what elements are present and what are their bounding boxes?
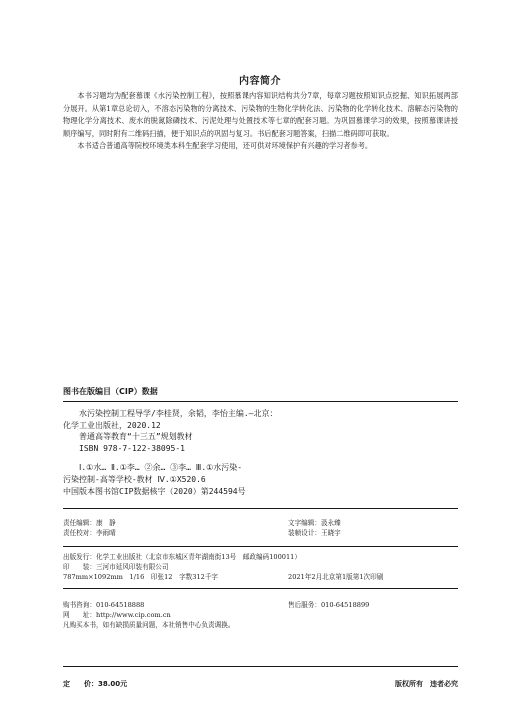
cip-class-line: Ⅰ.①水… Ⅱ.①李… ②余… ③李… Ⅲ.①水污染- [79,463,243,473]
intro-title: 内容简介 [239,76,281,87]
divider [63,666,458,667]
editors-block [63,518,458,538]
format-row [63,572,458,582]
format-line: 787mm×1092mm 1/16 印张12 字数312千字 [63,573,219,581]
divider [63,546,458,547]
website-line: 网 址：http://www.cip.com.cn [63,611,171,619]
cip-line: ISBN 978-7-122-38095-1 [79,443,185,453]
price-row [63,679,458,689]
publisher-line: 出版发行：化学工业出版社（北京市东城区青年湖南街13号 邮政编码100011） [63,553,301,561]
notice-line: 凡购买本书，如有缺损质量问题，本社销售中心负责调换。 [63,621,235,629]
intro-body [63,90,458,153]
cip-heading: 图书在版编目（CIP）数据 [63,387,158,396]
cip-class-line: 污染控制-高等学校-教材 Ⅳ.①X520.6 [63,474,206,484]
cip-data-box [63,401,458,509]
editors-row [63,528,458,538]
cip-library-line: 中国版本图书馆CIP数据核字（2020）第244594号 [63,486,246,496]
responsible-editor: 责任编辑：康 静 [63,519,116,527]
publication-block [63,552,458,582]
price-label: 定 价：38.00元 [63,680,128,688]
contact-block [63,600,458,630]
intro-paragraph: 本书习题均为配套慕课《水污染控制工程》，按照慕课内容知识结构共分7章，每章习题按照知识点挖掘、知识拓展两部分展开。从第1章总论切入，不溶态污染物的分离技术、污染物的生物化学转化法、污染物的化学转化技术、溶解态污染物的物理化学分离技术、废水的脱氮除磷技术、污泥处理与处置技术等七章的配套习题。为巩固慕课学习的效果，按照慕课讲授顺序编写，同时附有二维码扫描，便于知识点的巩固与复习。书后配套习题答案，扫描二维码即可获取。 [63,91,458,138]
proofreader: 责任校对：李雨晴 [63,529,116,537]
contact-row [63,600,458,610]
edition-line: 2021年2月北京第1版第1次印刷 [288,573,384,581]
designer: 装帧设计：王晓宇 [288,529,341,537]
purchase-line: 购书咨询：010-64518888 [63,601,145,609]
divider [63,588,458,589]
editors-row [63,518,458,528]
printer-line: 印 装：三河市延风印装有限公司 [63,563,169,571]
cip-line: 普通高等教育“十三五”规划教材 [79,432,193,442]
intro-paragraph: 本书适合普通高等院校环境类本科生配套学习使用，还可供对环境保护有兴趣的学习者参考。 [77,141,373,150]
cip-line: 化学工业出版社，2020.12 [63,420,161,430]
service-line: 售后服务：010-64518899 [288,601,370,609]
text-editor: 文字编辑：汲永臻 [288,519,341,527]
rights-label: 版权所有 违者必究 [395,680,458,688]
cip-line: 水污染控制工程导学/李桂贤，余韬，李怡主编.—北京： [79,409,278,418]
